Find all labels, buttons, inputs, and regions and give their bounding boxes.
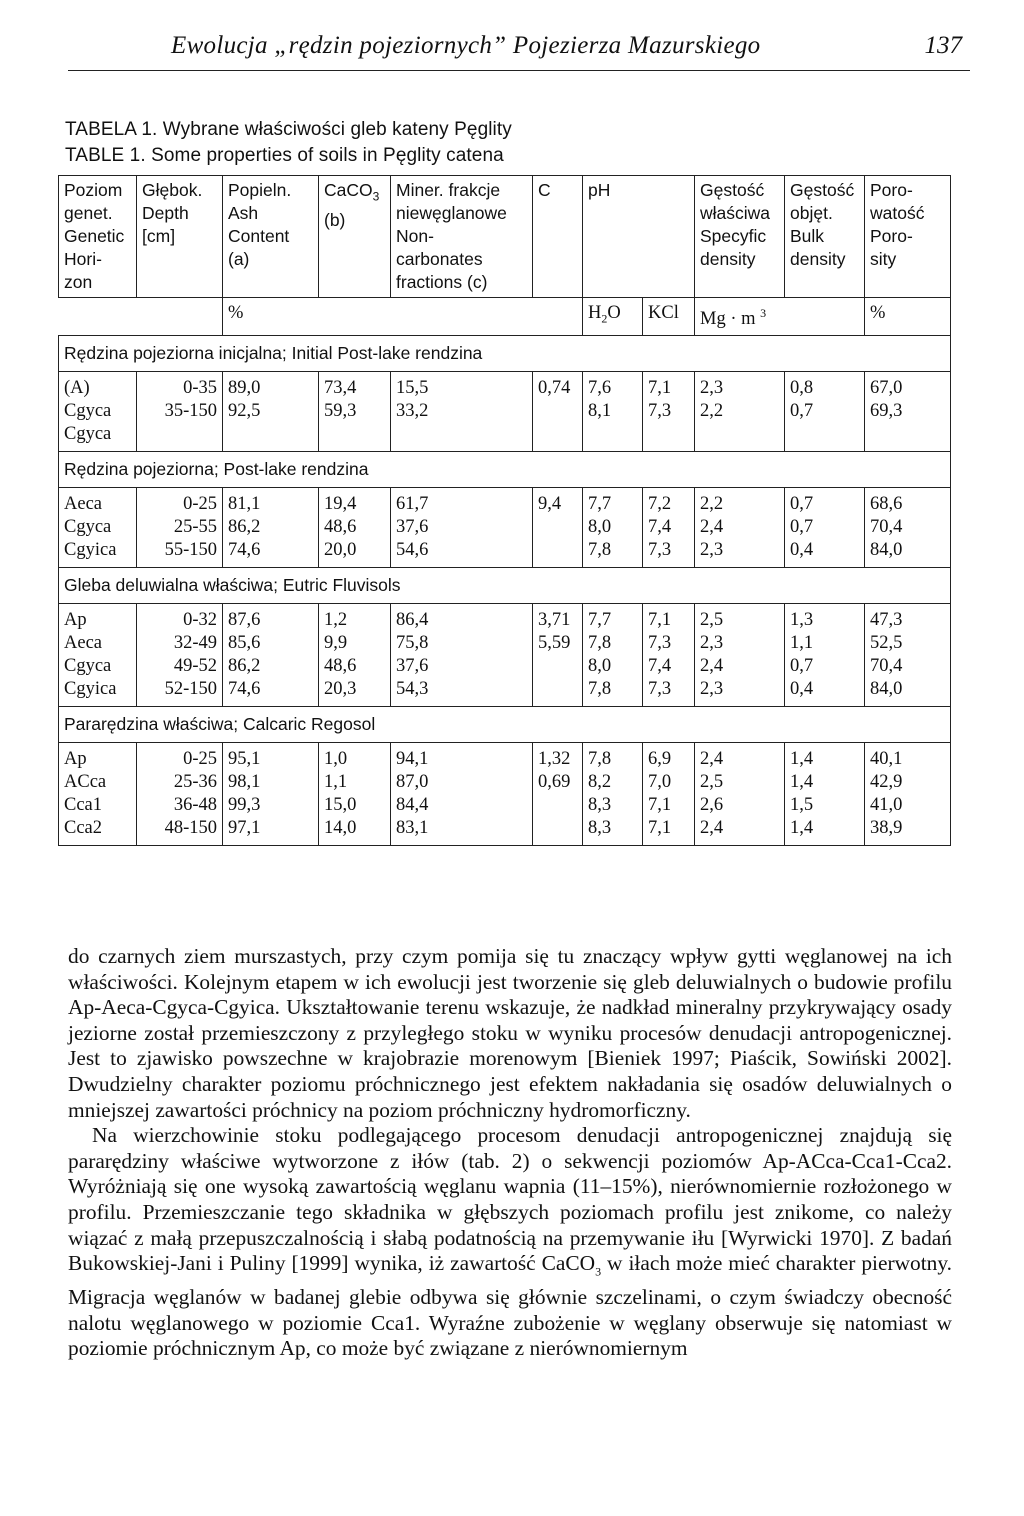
- value-horizons: Cgyca: [64, 401, 112, 422]
- value-poro: 42,9: [870, 772, 903, 793]
- value-miner: 33,2: [396, 401, 429, 422]
- value-bulk: 0,8: [790, 378, 814, 399]
- cell-bulk: [785, 488, 865, 568]
- value-ash: 89,0: [228, 378, 261, 399]
- header-ph: pH: [583, 176, 695, 298]
- cell-miner: [391, 743, 533, 846]
- value-spec: 2,2: [700, 401, 724, 422]
- value-spec: 2,4: [700, 818, 724, 839]
- cell-miner: [391, 488, 533, 568]
- cell-miner: [391, 604, 533, 707]
- value-c: 5,59: [538, 633, 571, 654]
- cell-horizons: [59, 372, 137, 452]
- header-horizon: Poziom genet. Genetic Hori- zon: [59, 176, 137, 298]
- value-poro: 52,5: [870, 633, 903, 654]
- value-bulk: 0,4: [790, 540, 814, 561]
- value-caco3: 59,3: [324, 401, 357, 422]
- value-caco3: 15,0: [324, 795, 357, 816]
- value-depth: 36-48: [173, 795, 217, 816]
- paragraph-1: do czarnych ziem murszastych, przy czym pomija się tu znaczący wpływ gytti węglanowej na ich właściwości. Kolejnym etapem w ich ewolucji jest tworzenie się gleb deluwialnych o budowie profilu Ap-Aeca-Cgyca-Cgyica. Ukształtowanie terenu wskazuje, że nadkład mineralny przykrywający osady jeziorne został przemieszczony z przyległego stoku w wyniku procesów denudacji antropogenicznej. Jest to zjawisko powszechne w krajobrazie morenowym [Bieniek 1997; Piaścik, Sowiński 2002]. Dwudzielny charakter poziomu próchnicznego jest efektem nakładania się osadów deluwialnych o mniejszej zawartości próchnicy na poziom próchniczny hydromorficzny.: [68, 944, 952, 1122]
- cell-caco3: [319, 743, 391, 846]
- cell-kcl: [643, 488, 695, 568]
- value-h2o: 7,8: [588, 633, 612, 654]
- value-caco3: 48,6: [324, 517, 357, 538]
- table-caption-pl: TABELA 1. Wybrane właściwości gleb kateny Pęglity: [65, 119, 512, 140]
- unit-kcl: KCl: [643, 298, 695, 336]
- value-bulk: 1,4: [790, 772, 814, 793]
- value-ash: 98,1: [228, 772, 261, 793]
- value-bulk: 1,1: [790, 633, 814, 654]
- value-poro: 40,1: [870, 749, 903, 770]
- unit-blank: [59, 298, 223, 336]
- value-kcl: 7,3: [648, 401, 672, 422]
- cell-spec: [695, 488, 785, 568]
- header-porosity: Poro- watość Poro- sity: [865, 176, 951, 298]
- unit-row: [59, 298, 951, 336]
- value-ash: 92,5: [228, 401, 261, 422]
- value-h2o: 8,1: [588, 401, 612, 422]
- value-miner: 61,7: [396, 494, 429, 515]
- value-ash: 86,2: [228, 517, 261, 538]
- unit-density: Mg · m $^3$: [695, 298, 865, 336]
- value-miner: 94,1: [396, 749, 429, 770]
- value-horizons: Cgyca: [64, 424, 112, 445]
- value-h2o: 7,7: [588, 494, 612, 515]
- cell-depth: [137, 372, 223, 452]
- value-poro: 84,0: [870, 679, 903, 700]
- value-caco3: 20,3: [324, 679, 357, 700]
- value-depth: 0-32: [183, 610, 217, 631]
- group-title-row: [59, 452, 951, 488]
- value-miner: 84,4: [396, 795, 429, 816]
- header-miner: Miner. frakcje niewęglanowe Non- carbonates fractions (c): [391, 176, 533, 298]
- unit-porosity: %: [865, 298, 951, 336]
- value-spec: 2,2: [700, 494, 724, 515]
- cell-horizons: [59, 604, 137, 707]
- value-depth: 0-35: [183, 378, 217, 399]
- value-bulk: 1,5: [790, 795, 814, 816]
- group-title: Rędzina pojeziorna; Post-lake rendzina: [59, 452, 951, 488]
- value-kcl: 7,4: [648, 656, 672, 677]
- value-bulk: 1,3: [790, 610, 814, 631]
- cell-c: [533, 604, 583, 707]
- value-horizons: Cca1: [64, 795, 103, 816]
- value-h2o: 7,6: [588, 378, 612, 399]
- cell-spec: [695, 604, 785, 707]
- group-title: Gleba deluwialna właściwa; Eutric Fluvisols: [59, 568, 951, 604]
- running-title: Ewolucja „rędzin pojeziornych” Pojezierza Mazurskiego: [171, 32, 761, 59]
- value-poro: 41,0: [870, 795, 903, 816]
- soil-properties-table: [58, 175, 951, 846]
- cell-depth: [137, 488, 223, 568]
- value-bulk: 0,4: [790, 679, 814, 700]
- cell-ash: [223, 604, 319, 707]
- value-depth: 25-36: [173, 772, 217, 793]
- value-caco3: 9,9: [324, 633, 348, 654]
- cell-horizons: [59, 743, 137, 846]
- value-spec: 2,6: [700, 795, 724, 816]
- cell-miner: [391, 372, 533, 452]
- group-data-row: [59, 743, 951, 846]
- value-h2o: 8,0: [588, 656, 612, 677]
- value-kcl: 7,0: [648, 772, 672, 793]
- value-c: 1,32: [538, 749, 571, 770]
- value-bulk: 0,7: [790, 656, 814, 677]
- value-miner: 37,6: [396, 517, 429, 538]
- body-text: [68, 944, 952, 1362]
- value-bulk: 0,7: [790, 517, 814, 538]
- cell-kcl: [643, 743, 695, 846]
- value-poro: 84,0: [870, 540, 903, 561]
- group-title-row: [59, 707, 951, 743]
- value-depth: 48-150: [164, 818, 217, 839]
- group-data-row: [59, 488, 951, 568]
- group-title-row: [59, 568, 951, 604]
- value-depth: 52-150: [164, 679, 217, 700]
- value-poro: 67,0: [870, 378, 903, 399]
- value-h2o: 7,8: [588, 540, 612, 561]
- value-spec: 2,5: [700, 772, 724, 793]
- value-spec: 2,5: [700, 610, 724, 631]
- value-horizons: Cgyica: [64, 679, 117, 700]
- group-data-row: [59, 604, 951, 707]
- value-h2o: 7,7: [588, 610, 612, 631]
- header-specific-density: Gęstość właściwa Specyfic density: [695, 176, 785, 298]
- cell-bulk: [785, 372, 865, 452]
- value-depth: 0-25: [183, 494, 217, 515]
- value-bulk: 1,4: [790, 818, 814, 839]
- value-bulk: 0,7: [790, 401, 814, 422]
- value-poro: 47,3: [870, 610, 903, 631]
- value-horizons: Cgyca: [64, 656, 112, 677]
- value-depth: 32-49: [173, 633, 217, 654]
- value-caco3: 73,4: [324, 378, 357, 399]
- value-horizons: (A): [64, 378, 90, 399]
- header-depth: Głębok. Depth [cm]: [137, 176, 223, 298]
- value-miner: 87,0: [396, 772, 429, 793]
- cell-h2o: [583, 604, 643, 707]
- cell-ash: [223, 743, 319, 846]
- value-spec: 2,3: [700, 378, 724, 399]
- value-horizons: Cca2: [64, 818, 103, 839]
- value-h2o: 8,0: [588, 517, 612, 538]
- value-depth: 49-52: [173, 656, 217, 677]
- group-title: Pararędzina właściwa; Calcaric Regosol: [59, 707, 951, 743]
- value-h2o: 8,2: [588, 772, 612, 793]
- cell-c: [533, 743, 583, 846]
- value-miner: 83,1: [396, 818, 429, 839]
- value-poro: 70,4: [870, 656, 903, 677]
- value-caco3: 48,6: [324, 656, 357, 677]
- value-kcl: 7,1: [648, 795, 672, 816]
- value-caco3: 1,1: [324, 772, 348, 793]
- cell-horizons: [59, 488, 137, 568]
- value-miner: 15,5: [396, 378, 429, 399]
- value-kcl: 7,1: [648, 610, 672, 631]
- value-h2o: 7,8: [588, 749, 612, 770]
- value-ash: 97,1: [228, 818, 261, 839]
- value-depth: 35-150: [164, 401, 217, 422]
- header-bulk-density: Gęstość objęt. Bulk density: [785, 176, 865, 298]
- value-horizons: Cgyica: [64, 540, 117, 561]
- value-caco3: 14,0: [324, 818, 357, 839]
- value-caco3: 1,2: [324, 610, 348, 631]
- page-number: 137: [924, 32, 962, 59]
- cell-h2o: [583, 743, 643, 846]
- cell-bulk: [785, 743, 865, 846]
- value-ash: 86,2: [228, 656, 261, 677]
- value-caco3: 20,0: [324, 540, 357, 561]
- value-spec: 2,4: [700, 749, 724, 770]
- value-poro: 38,9: [870, 818, 903, 839]
- value-bulk: 0,7: [790, 494, 814, 515]
- value-kcl: 7,3: [648, 540, 672, 561]
- cell-depth: [137, 604, 223, 707]
- cell-caco3: [319, 372, 391, 452]
- cell-caco3: [319, 604, 391, 707]
- cell-kcl: [643, 372, 695, 452]
- cell-depth: [137, 743, 223, 846]
- value-kcl: 7,1: [648, 818, 672, 839]
- running-header: [68, 30, 970, 71]
- value-horizons: ACca: [64, 772, 107, 793]
- group-title-row: [59, 336, 951, 372]
- group-title: Rędzina pojeziorna inicjalna; Initial Post-lake rendzina: [59, 336, 951, 372]
- value-miner: 75,8: [396, 633, 429, 654]
- header-c: C: [533, 176, 583, 298]
- value-ash: 99,3: [228, 795, 261, 816]
- value-c: 0,69: [538, 772, 571, 793]
- header-ash: Popieln. Ash Content (a): [223, 176, 319, 298]
- cell-poro: [865, 604, 951, 707]
- paragraph-2: Na wierzchowinie stoku podlegającego procesom denudacji antropogenicznej znajdują się pararędziny właściwe wytworzone z iłów (tab. 2) o sekwencji poziomów Ap-ACca-Cca1-Cca2. Wyróżniają się one wysoką zawartością węglanu wapnia (11–15%), nierównomiernie rozłożonego w profilu. Przemieszczanie tego składnika w głębszych poziomach profilu jest znikome, co należy wiązać z małą przepuszczalnością i słabą podatnością na przemywanie iłu [Wyrwicki 1970]. Z badań Bukowskiej-Jani i Puliny [1999] wynika, iż zawartość CaCO$_3$ w iłach może mieć charakter pierwotny. Migracja węglanów w badanej glebie odbywa się głównie szczelinami, o czym świadczy obecność nalotu węglanowego w poziomie Cca1. Wyraźne zubożenie w węglany obserwuje się natomiast w poziomie próchnicznym Ap, co może być związane z nierównomiernym: [68, 1123, 953, 1361]
- cell-spec: [695, 372, 785, 452]
- unit-h2o: $H_2O$: [583, 298, 643, 336]
- value-miner: 37,6: [396, 656, 429, 677]
- cell-caco3: [319, 488, 391, 568]
- value-c: 3,71: [538, 610, 571, 631]
- value-kcl: 7,3: [648, 679, 672, 700]
- value-horizons: Aeca: [64, 633, 102, 654]
- header-caco3: CaCO$_3$ (b): [319, 176, 391, 298]
- value-ash: 85,6: [228, 633, 261, 654]
- value-ash: 81,1: [228, 494, 261, 515]
- unit-percent: %: [223, 298, 583, 336]
- value-ash: 95,1: [228, 749, 261, 770]
- value-poro: 70,4: [870, 517, 903, 538]
- table-caption-en: TABLE 1. Some properties of soils in Pęglity catena: [65, 145, 504, 166]
- value-h2o: 8,3: [588, 795, 612, 816]
- cell-kcl: [643, 604, 695, 707]
- value-miner: 54,3: [396, 679, 429, 700]
- value-poro: 68,6: [870, 494, 903, 515]
- cell-h2o: [583, 488, 643, 568]
- cell-spec: [695, 743, 785, 846]
- value-kcl: 7,4: [648, 517, 672, 538]
- cell-ash: [223, 488, 319, 568]
- cell-ash: [223, 372, 319, 452]
- value-depth: 25-55: [173, 517, 217, 538]
- cell-bulk: [785, 604, 865, 707]
- value-h2o: 7,8: [588, 679, 612, 700]
- header-row: [59, 176, 951, 298]
- value-c: 0,74: [538, 378, 571, 399]
- value-depth: 0-25: [183, 749, 217, 770]
- value-miner: 86,4: [396, 610, 429, 631]
- value-spec: 2,4: [700, 656, 724, 677]
- value-kcl: 6,9: [648, 749, 672, 770]
- cell-poro: [865, 488, 951, 568]
- value-miner: 54,6: [396, 540, 429, 561]
- cell-poro: [865, 743, 951, 846]
- value-ash: 87,6: [228, 610, 261, 631]
- value-poro: 69,3: [870, 401, 903, 422]
- cell-c: [533, 372, 583, 452]
- value-horizons: Aeca: [64, 494, 102, 515]
- value-kcl: 7,2: [648, 494, 672, 515]
- value-c: 9,4: [538, 494, 562, 515]
- value-caco3: 19,4: [324, 494, 357, 515]
- value-depth: 55-150: [164, 540, 217, 561]
- value-horizons: Ap: [64, 749, 87, 770]
- cell-h2o: [583, 372, 643, 452]
- value-ash: 74,6: [228, 679, 261, 700]
- value-bulk: 1,4: [790, 749, 814, 770]
- value-kcl: 7,3: [648, 633, 672, 654]
- value-horizons: Cgyca: [64, 517, 112, 538]
- group-data-row: [59, 372, 951, 452]
- value-spec: 2,3: [700, 679, 724, 700]
- value-spec: 2,4: [700, 517, 724, 538]
- value-horizons: Ap: [64, 610, 87, 631]
- cell-poro: [865, 372, 951, 452]
- value-spec: 2,3: [700, 540, 724, 561]
- value-caco3: 1,0: [324, 749, 348, 770]
- value-ash: 74,6: [228, 540, 261, 561]
- value-spec: 2,3: [700, 633, 724, 654]
- cell-c: [533, 488, 583, 568]
- value-kcl: 7,1: [648, 378, 672, 399]
- value-h2o: 8,3: [588, 818, 612, 839]
